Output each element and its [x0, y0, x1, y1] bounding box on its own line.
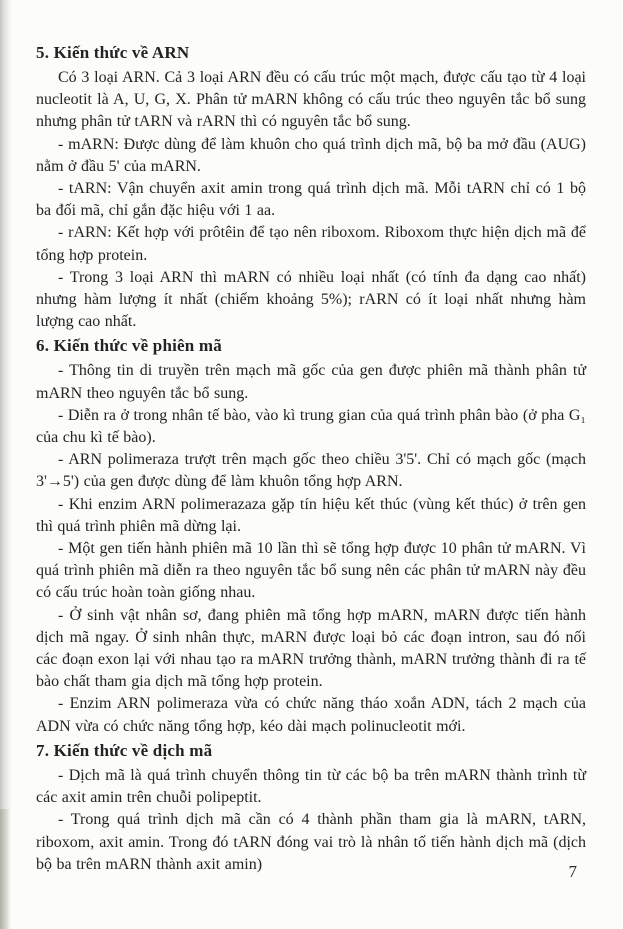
paragraph: - mARN: Được dùng để làm khuôn cho quá trình dịch mã, bộ ba mở đầu (AUG) nằm ở đầu 5' của mARN.: [36, 135, 586, 175]
paragraph: - Dịch mã là quá trình chuyển thông tin từ các bộ ba trên mARN thành trình từ các axit amin trên chuỗi polipeptit.: [36, 766, 586, 807]
scan-edge-shadow: [0, 0, 12, 929]
scan-corner-shadow: [0, 809, 10, 929]
section-dich-ma: [36, 740, 586, 876]
paragraph: - Một gen tiến hành phiên mã 10 lần thì sẽ tổng hợp được 10 phân tử mARN. Vì quá trình phiên mã diễn ra theo nguyên tắc bổ sung nên các phân tử mARN này đều có cấu trúc hoàn toàn giống nhau.: [36, 540, 586, 602]
page-content: [36, 42, 586, 876]
paragraph: - Thông tin di truyền trên mạch mã gốc của gen được phiên mã thành phân tử mARN theo nguyên tắc bổ sung.: [36, 362, 586, 402]
section-arn: [36, 42, 586, 333]
paragraph: - Trong quá trình dịch mã cần có 4 thành phần tham gia là mARN, tARN, riboxom, axit amin. Trong đó tARN đóng vai trò là nhân tố tiến hành dịch mã (dịch bộ ba trên mARN thành axit amin): [36, 811, 586, 873]
page-number: 7: [568, 862, 577, 881]
section-heading-arn: 5. Kiến thức về ARN: [36, 43, 190, 62]
section-heading-phien-ma: 6. Kiến thức về phiên mã: [36, 336, 222, 356]
paragraph: - Enzim ARN polimeraza vừa có chức năng tháo xoắn ADN, tách 2 mạch của ADN vừa có chức năng tổng hợp, kéo dài mạch polinucleotit mới.: [36, 695, 586, 735]
section-heading-dich-ma: 7. Kiến thức về dịch mã: [36, 740, 213, 760]
paragraph: - rARN: Kết hợp với prôtêin để tạo nên riboxom. Riboxom thực hiện dịch mã để tổng hợp protein.: [36, 224, 586, 264]
paragraph: Có 3 loại ARN. Cả 3 loại ARN đều có cấu trúc một mạch, được cấu tạo từ 4 loại nucleotit là A, U, G, X. Phân tử mARN không có cấu trúc theo nguyên tắc bổ sung nhưng phân tử tARN và rARN thì có nguyên tắc bổ sung.: [36, 69, 586, 131]
section-phien-ma: [36, 335, 586, 737]
paragraph: - Khi enzim ARN polimerazaza gặp tín hiệu kết thúc (vùng kết thúc) ở trên gen thì quá trình phiên mã dừng lại.: [36, 495, 586, 535]
paragraph: - Diễn ra ở trong nhân tế bào, vào kì trung gian của quá trình phân bào (ở pha G₁ của chu kì tế bào).: [36, 406, 586, 447]
paragraph: - Ở sinh vật nhân sơ, đang phiên mã tổng hợp mARN, mARN được tiến hành dịch mã ngay. Ở sinh nhân thực, mARN được loại bỏ các đoạn intron, sau đó nối các đoạn exon lại với nhau tạo ra mARN trưởng thành, mARN trưởng thành đi ra tế bào chất tham gia dịch mã tổng hợp protein.: [36, 606, 586, 691]
paragraph: - tARN: Vận chuyển axit amin trong quá trình dịch mã. Mỗi tARN chỉ có 1 bộ ba đối mã, chỉ gắn đặc hiệu với 1 aa.: [36, 180, 586, 220]
paragraph: - ARN polimeraza trượt trên mạch gốc theo chiều 3'5'. Chỉ có mạch gốc (mạch 3'→5') của gen được dùng để làm khuôn tổng hợp ARN.: [36, 451, 586, 491]
paragraph: - Trong 3 loại ARN thì mARN có nhiều loại nhất (có tính đa dạng cao nhất) nhưng hàm lượng ít nhất (chiếm khoảng 5%); rARN có ít loại nhất nhưng hàm lượng cao nhất.: [36, 268, 586, 331]
